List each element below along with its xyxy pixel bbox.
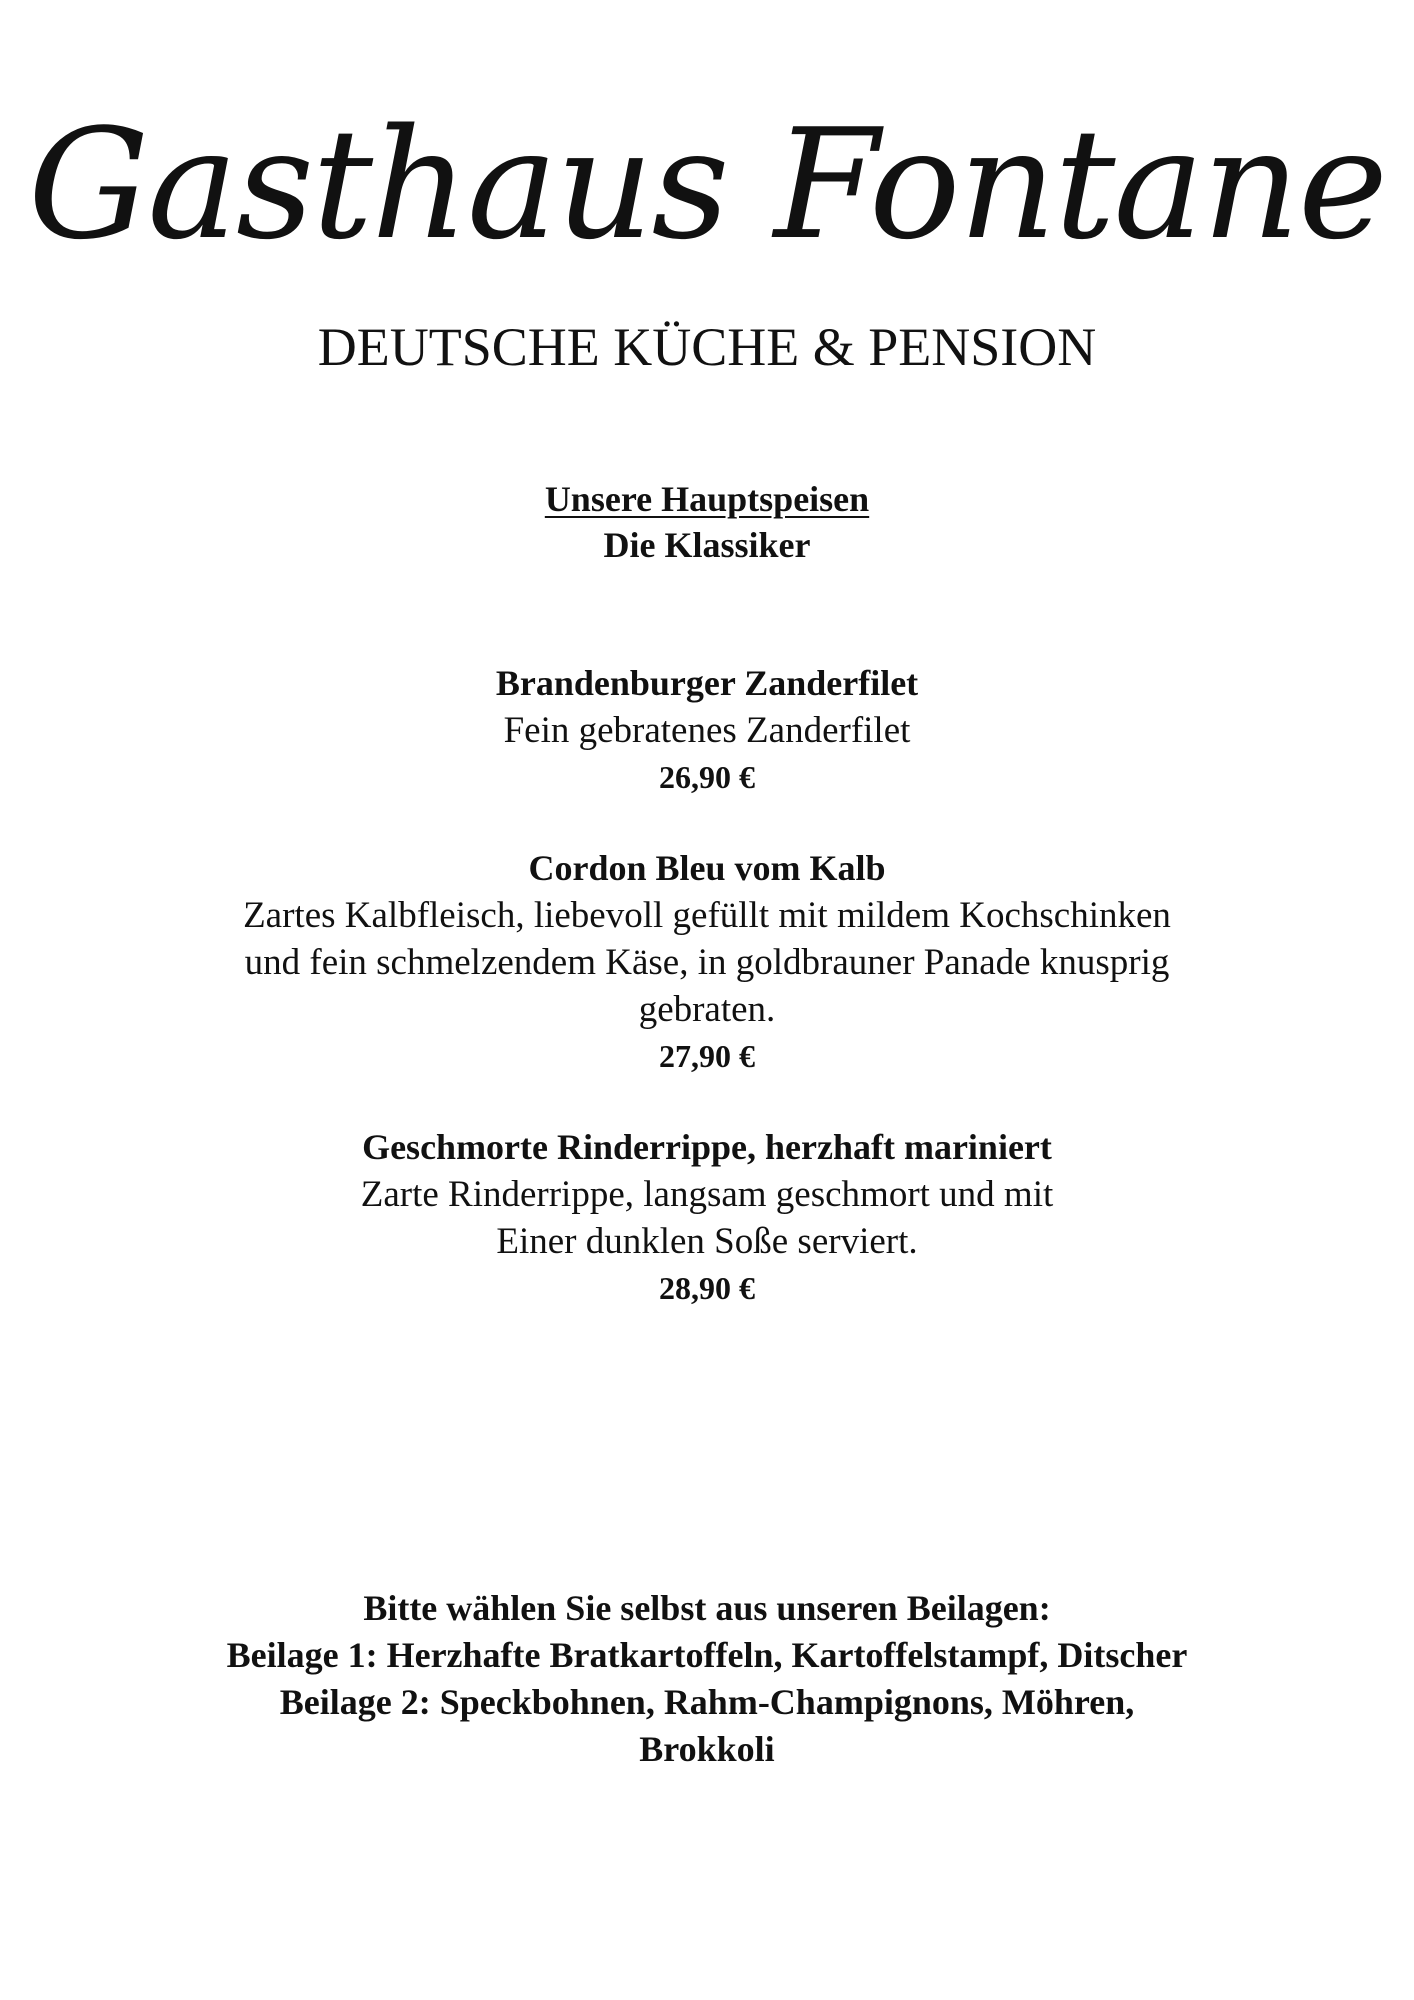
side-dishes-intro: Bitte wählen Sie selbst aus unseren Beilagen: [363,1588,1051,1628]
dish-description-line: Zarte Rinderrippe, langsam geschmort und mit [360,1174,1054,1215]
dish-name: Geschmorte Rinderrippe, herzhaft mariniert [362,1127,1052,1167]
section-subtitle: Die Klassiker [603,525,811,565]
dish-description-line: Zartes Kalbfleisch, liebevoll gefüllt mit mildem Kochschinken [243,895,1171,936]
side-dishes-option-1: Beilage 1: Herzhafte Bratkartoffeln, Kartoffelstampf, Ditscher [226,1635,1188,1675]
section-title: Unsere Hauptspeisen [544,479,870,519]
dish-item [0,660,1414,801]
side-dishes-option-2-continued: Brokkoli [639,1729,775,1769]
side-dishes-option-2: Beilage 2: Speckbohnen, Rahm-Champignons, Möhren, [279,1682,1135,1722]
restaurant-logo-text: Gasthaus Fontane [28,96,1386,273]
dish-price: 27,90 € [659,1038,755,1074]
dish-name: Brandenburger Zanderfilet [495,663,919,703]
dish-description-line: und fein schmelzendem Käse, in goldbrauner Panade knusprig [244,942,1170,983]
dish-name: Cordon Bleu vom Kalb [528,848,886,888]
dish-description-line: Einer dunklen Soße serviert. [496,1221,918,1262]
section-heading [0,476,1414,522]
dish-item [0,1124,1414,1312]
dish-description-line: Fein gebratenes Zanderfilet [503,710,911,751]
restaurant-subtitle: DEUTSCHE KÜCHE & PENSION [317,317,1097,377]
side-dishes-block [0,1585,1414,1773]
dish-price: 26,90 € [659,759,755,795]
dish-price: 28,90 € [659,1270,755,1306]
dish-description-line: gebraten. [638,989,776,1030]
dish-item [0,845,1414,1080]
